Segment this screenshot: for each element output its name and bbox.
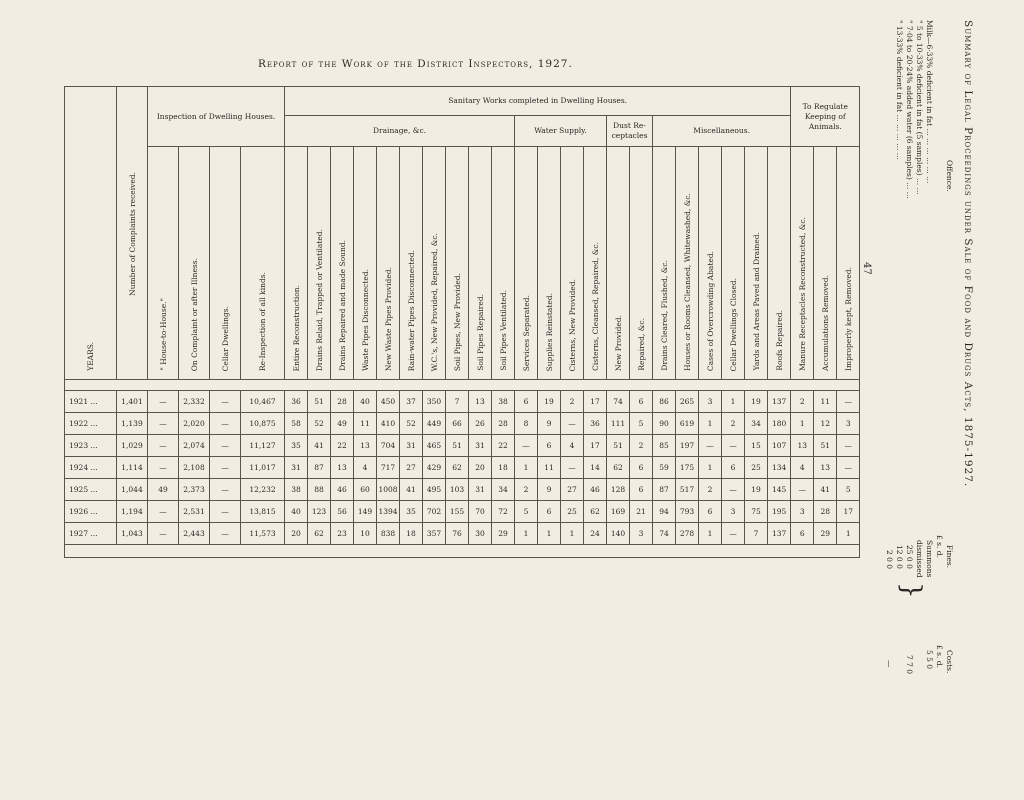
table-row [65, 435, 860, 457]
col-waste-disconnected: Waste Pipes Disconnected. [354, 147, 377, 380]
table-cell: 51 [814, 435, 837, 457]
table-cell: 51 [607, 435, 630, 457]
offence-row: Milk—6·33% deficient in fat ... ... ... ... ... ... [925, 20, 934, 184]
table-cell: — [148, 501, 179, 523]
table-cell: 197 [676, 435, 699, 457]
col-manure-receptacles: Manure Receptacles Reconstructed, &c. [791, 147, 814, 380]
table-cell: 18 [400, 523, 423, 545]
table-cell: 1,044 [117, 479, 148, 501]
table-row [65, 391, 860, 413]
table-cell: 7 [446, 391, 469, 413]
table-cell: — [210, 501, 241, 523]
inspection-group-header: Inspection of Dwelling Houses. [148, 87, 285, 147]
table-cell: 31 [285, 457, 308, 479]
table-cell: 85 [653, 435, 676, 457]
table-cell: 28 [331, 391, 354, 413]
table-cell: 19 [745, 479, 768, 501]
table-cell: 13,815 [241, 501, 285, 523]
table-cell: 838 [377, 523, 400, 545]
table-cell: 137 [768, 391, 791, 413]
offence-header: Offence. [945, 160, 954, 192]
table-cell: 449 [423, 413, 446, 435]
table-cell: 180 [768, 413, 791, 435]
table-cell: 70 [469, 501, 492, 523]
table-cell: 4 [561, 435, 584, 457]
cost-value: 7 7 0 [905, 655, 914, 675]
table-cell: 1 [515, 523, 538, 545]
table-cell: 62 [607, 457, 630, 479]
table-cell: — [210, 435, 241, 457]
table-cell: 31 [469, 479, 492, 501]
col-services-separated: Services Separated. [515, 147, 538, 380]
col-re-inspection: Re-Inspection of all kinds. [241, 147, 285, 380]
table-cell: 2 [791, 391, 814, 413]
table-cell: 1 [837, 523, 860, 545]
table-cell: 3 [791, 501, 814, 523]
table-row [65, 501, 860, 523]
table-cell: 619 [676, 413, 699, 435]
col-drains-cleared: Drains Cleared, Flushed, &c. [653, 147, 676, 380]
table-cell: 19 [538, 391, 561, 413]
table-cell: — [561, 457, 584, 479]
col-soil-ventilated: Soil Pipes Ventilated. [492, 147, 515, 380]
table-cell: 793 [676, 501, 699, 523]
col-supplies-reinstated: Supplies Reinstated. [538, 147, 561, 380]
table-cell: 90 [653, 413, 676, 435]
col-drains-relaid: Drains Relaid, Trapped or Ventilated. [308, 147, 331, 380]
table-cell: 9 [538, 479, 561, 501]
table-cell: 22 [492, 435, 515, 457]
table-cell: 62 [584, 501, 607, 523]
table-cell: 149 [354, 501, 377, 523]
year-cell: 1924 ... [65, 457, 117, 479]
table-cell: — [148, 523, 179, 545]
fine-value: dismissed [915, 540, 924, 578]
table-cell: 465 [423, 435, 446, 457]
table-cell: 6 [538, 501, 561, 523]
table-cell: 62 [446, 457, 469, 479]
col-complaints: Number of Complaints received. [117, 87, 148, 380]
col-yards-paved: Yards and Areas Paved and Drained. [745, 147, 768, 380]
table-cell: 169 [607, 501, 630, 523]
table-cell: — [210, 523, 241, 545]
year-cell: 1922 ... [65, 413, 117, 435]
table-cell: 11,573 [241, 523, 285, 545]
page-number: 47 [861, 262, 872, 275]
table-cell: 18 [492, 457, 515, 479]
table-cell: 1 [722, 391, 745, 413]
table-cell: 2 [630, 435, 653, 457]
table-cell: 46 [584, 479, 607, 501]
table-cell: 25 [745, 457, 768, 479]
table-cell: 6 [791, 523, 814, 545]
misc-group-header: Miscellaneous. [653, 116, 791, 147]
table-cell: 10,467 [241, 391, 285, 413]
table-cell: 35 [285, 435, 308, 457]
col-overcrowding: Cases of Overcrowding Abated. [699, 147, 722, 380]
col-cellar-closed: Cellar Dwellings Closed. [722, 147, 745, 380]
table-row [65, 457, 860, 479]
table-cell: 8 [515, 413, 538, 435]
cost-value: — [885, 660, 894, 668]
table-cell: 24 [584, 523, 607, 545]
table-cell: 175 [676, 457, 699, 479]
table-row [65, 523, 860, 545]
fines-header: Fines. [945, 545, 954, 569]
col-soil-new: Soil Pipes, New Provided. [446, 147, 469, 380]
table-cell: 41 [814, 479, 837, 501]
table-row [65, 413, 860, 435]
legal-proceedings-section [842, 0, 982, 800]
table-cell: 429 [423, 457, 446, 479]
fine-value: 12 0 0 [895, 545, 904, 569]
table-cell: 28 [814, 501, 837, 523]
table-cell: 123 [308, 501, 331, 523]
col-new-waste-pipes: New Waste Pipes Provided. [377, 147, 400, 380]
table-cell: 87 [653, 479, 676, 501]
legal-title: Summary of Legal Proceedings under Sale of Food and Drugs Acts, 1875-1927. [962, 20, 974, 488]
table-cell: 3 [699, 391, 722, 413]
col-dust-new: New Provided. [607, 147, 630, 380]
table-cell: 145 [768, 479, 791, 501]
table-cell: — [210, 479, 241, 501]
table-cell: 35 [400, 501, 423, 523]
table-cell: — [722, 435, 745, 457]
table-cell: 75 [745, 501, 768, 523]
table-cell: 76 [446, 523, 469, 545]
table-cell: 128 [607, 479, 630, 501]
table-cell: 2,332 [179, 391, 210, 413]
table-cell: 1 [791, 413, 814, 435]
col-rainwater-disconnected: Rain-water Pipes Disconnected. [400, 147, 423, 380]
table-cell: 11 [814, 391, 837, 413]
table-cell: 4 [354, 457, 377, 479]
col-houses-cleansed: Houses or Rooms Cleansed, Whitewashed, &c. [676, 147, 699, 380]
table-cell: 13 [814, 457, 837, 479]
table-cell: 41 [308, 435, 331, 457]
table-cell: — [837, 391, 860, 413]
table-cell: 495 [423, 479, 446, 501]
col-entire-reconstruction: Entire Reconstruction. [285, 147, 308, 380]
col-cisterns-new: Cisterns, New Provided. [561, 147, 584, 380]
table-cell: — [148, 457, 179, 479]
table-cell: — [699, 435, 722, 457]
table-cell: 6 [699, 501, 722, 523]
table-cell: — [722, 479, 745, 501]
table-cell: — [791, 479, 814, 501]
sanitary-group-header: Sanitary Works completed in Dwelling Houses. [285, 87, 791, 116]
col-dust-repaired: Repaired, &c. [630, 147, 653, 380]
table-cell: 1,043 [117, 523, 148, 545]
table-cell: 19 [745, 391, 768, 413]
table-cell: 1 [699, 413, 722, 435]
table-cell: — [722, 523, 745, 545]
dust-group-header: Dust Re- ceptacles [607, 116, 653, 147]
table-cell: 60 [354, 479, 377, 501]
table-cell: 38 [285, 479, 308, 501]
table-cell: 12,232 [241, 479, 285, 501]
table-cell: 2 [722, 413, 745, 435]
table-cell: 21 [630, 501, 653, 523]
offence-row: " 13·33% deficient in fat ... ... ... ... ... [895, 20, 904, 160]
table-cell: 1,401 [117, 391, 148, 413]
table-cell: 5 [515, 501, 538, 523]
table-cell: 107 [768, 435, 791, 457]
fine-value: Summons [925, 540, 934, 578]
table-cell: 74 [653, 523, 676, 545]
table-cell: 88 [308, 479, 331, 501]
year-cell: 1925 ... [65, 479, 117, 501]
animals-group-header: To Regulate Keeping of Animals. [791, 87, 860, 147]
table-cell: 30 [469, 523, 492, 545]
table-cell: 94 [653, 501, 676, 523]
table-cell: 4 [791, 457, 814, 479]
table-cell: 59 [653, 457, 676, 479]
table-cell: 74 [607, 391, 630, 413]
offence-row: " 7·04 to 20·24% added water (6 samples) ... ... [905, 20, 914, 199]
fine-value: 25 0 0 [905, 545, 914, 569]
table-cell: — [837, 457, 860, 479]
table-cell: 56 [331, 501, 354, 523]
table-cell: — [210, 413, 241, 435]
table-cell: 25 [561, 501, 584, 523]
table-cell: 140 [607, 523, 630, 545]
fine-value: 2 0 0 [885, 550, 894, 570]
table-cell: 2,373 [179, 479, 210, 501]
table-cell: 450 [377, 391, 400, 413]
table-cell: — [148, 391, 179, 413]
table-cell: 41 [400, 479, 423, 501]
table-cell: — [515, 435, 538, 457]
table-cell: 3 [722, 501, 745, 523]
table-cell: 1 [699, 457, 722, 479]
table-cell: 5 [630, 413, 653, 435]
table-cell: 36 [285, 391, 308, 413]
col-drains-repaired: Drains Repaired and made Sound. [331, 147, 354, 380]
table-cell: 10,875 [241, 413, 285, 435]
table-cell: 137 [768, 523, 791, 545]
table-cell: 195 [768, 501, 791, 523]
table-cell: 2,108 [179, 457, 210, 479]
table-cell: 1394 [377, 501, 400, 523]
table-cell: 14 [584, 457, 607, 479]
table-cell: 46 [331, 479, 354, 501]
table-cell: 58 [285, 413, 308, 435]
table-cell: 6 [630, 391, 653, 413]
table-cell: 86 [653, 391, 676, 413]
table-cell: 38 [492, 391, 515, 413]
table-cell: 34 [492, 479, 515, 501]
table-cell: 6 [722, 457, 745, 479]
table-cell: 1 [538, 523, 561, 545]
table-cell: 1008 [377, 479, 400, 501]
table-cell: 2,020 [179, 413, 210, 435]
table-cell: — [561, 413, 584, 435]
table-cell: 62 [308, 523, 331, 545]
table-cell: 2,074 [179, 435, 210, 457]
col-on-complaint: On Complaint or after Illness. [179, 147, 210, 380]
table-cell: 265 [676, 391, 699, 413]
table-cell: 23 [331, 523, 354, 545]
table-cell: 702 [423, 501, 446, 523]
table-cell: 2,531 [179, 501, 210, 523]
table-cell: — [837, 435, 860, 457]
table-cell: 350 [423, 391, 446, 413]
table-cell: 1 [515, 457, 538, 479]
cost-value: 5 5 0 [925, 650, 934, 670]
table-cell: 37 [400, 391, 423, 413]
table-cell: 49 [331, 413, 354, 435]
table-cell: 17 [584, 391, 607, 413]
table-cell: 6 [538, 435, 561, 457]
table-cell: 11,127 [241, 435, 285, 457]
table-cell: 9 [538, 413, 561, 435]
table-cell: 26 [469, 413, 492, 435]
table-cell: 517 [676, 479, 699, 501]
col-soil-repaired: Soil Pipes Repaired. [469, 147, 492, 380]
table-cell: — [148, 413, 179, 435]
table-cell: 40 [285, 501, 308, 523]
table-cell: 13 [791, 435, 814, 457]
table-cell: 15 [745, 435, 768, 457]
table-cell: 29 [814, 523, 837, 545]
table-cell: 36 [584, 413, 607, 435]
table-cell: 22 [331, 435, 354, 457]
table-cell: 704 [377, 435, 400, 457]
table-cell: 717 [377, 457, 400, 479]
table-cell: 10 [354, 523, 377, 545]
costs-units: £ s. d. [935, 645, 944, 668]
table-cell: 72 [492, 501, 515, 523]
table-cell: 20 [285, 523, 308, 545]
costs-header: Costs. [945, 650, 954, 674]
col-roofs-repaired: Roofs Repaired. [768, 147, 791, 380]
table-cell: 17 [584, 435, 607, 457]
table-cell: — [148, 435, 179, 457]
table-cell: 6 [630, 457, 653, 479]
table-cell: 2 [515, 479, 538, 501]
table-cell: 13 [469, 391, 492, 413]
table-cell: 11,017 [241, 457, 285, 479]
col-wcs: W.C.'s, New Provided, Repaired, &c. [423, 147, 446, 380]
table-cell: 6 [515, 391, 538, 413]
table-cell: 11 [354, 413, 377, 435]
table-cell: 20 [469, 457, 492, 479]
table-cell: 28 [492, 413, 515, 435]
col-cellar-dwellings: Cellar Dwellings. [210, 147, 241, 380]
table-cell: 11 [538, 457, 561, 479]
table-cell: 3 [837, 413, 860, 435]
table-cell: 357 [423, 523, 446, 545]
drainage-group-header: Drainage, &c. [285, 116, 515, 147]
years-header: YEARS. [65, 87, 117, 380]
col-house-to-house: " House-to-House." [148, 147, 179, 380]
table-cell: 13 [354, 435, 377, 457]
table-cell: 103 [446, 479, 469, 501]
table-cell: 1,139 [117, 413, 148, 435]
fines-units: £ s. d. [935, 535, 944, 558]
year-cell: 1926 ... [65, 501, 117, 523]
table-cell: 13 [331, 457, 354, 479]
year-cell: 1927 ... [65, 523, 117, 545]
table-cell: 87 [308, 457, 331, 479]
table-cell: 111 [607, 413, 630, 435]
table-cell: 134 [768, 457, 791, 479]
table-cell: 31 [400, 435, 423, 457]
inspectors-report-table [64, 86, 860, 558]
table-cell: 2,443 [179, 523, 210, 545]
brace-icon: } [896, 582, 926, 599]
col-improperly-kept: Improperly kept, Removed. [837, 147, 860, 380]
table-cell: 34 [745, 413, 768, 435]
table-cell: — [210, 391, 241, 413]
table-cell: 40 [354, 391, 377, 413]
table-cell: 2 [699, 479, 722, 501]
table-cell: 66 [446, 413, 469, 435]
table-cell: 1 [561, 523, 584, 545]
table-cell: 17 [837, 501, 860, 523]
table-cell: 6 [630, 479, 653, 501]
table-cell: 1,194 [117, 501, 148, 523]
table-cell: 1 [699, 523, 722, 545]
table-cell: 51 [446, 435, 469, 457]
table-cell: 155 [446, 501, 469, 523]
col-cisterns-cleansed: Cisterns, Cleansed, Repaired, &c. [584, 147, 607, 380]
table-cell: 12 [814, 413, 837, 435]
table-cell: 27 [400, 457, 423, 479]
table-cell: 1,114 [117, 457, 148, 479]
col-accumulations: Accumulations Removed. [814, 147, 837, 380]
year-cell: 1923 ... [65, 435, 117, 457]
table-cell: 3 [630, 523, 653, 545]
table-cell: 29 [492, 523, 515, 545]
offence-row: " 5 to 10·33% deficient in fat (5 samples) ... ... [915, 20, 924, 195]
table-cell: 410 [377, 413, 400, 435]
table-cell: 52 [308, 413, 331, 435]
table-cell: 31 [469, 435, 492, 457]
report-title: Report of the Work of the District Inspectors, 1927. [258, 58, 573, 70]
table-cell: 278 [676, 523, 699, 545]
table-cell: 52 [400, 413, 423, 435]
year-cell: 1921 ... [65, 391, 117, 413]
water-group-header: Water Supply. [515, 116, 607, 147]
table-cell: 1,029 [117, 435, 148, 457]
table-cell: — [210, 457, 241, 479]
table-cell: 5 [837, 479, 860, 501]
table-cell: 51 [308, 391, 331, 413]
table-row [65, 479, 860, 501]
table-cell: 49 [148, 479, 179, 501]
table-cell: 2 [561, 391, 584, 413]
table-cell: 7 [745, 523, 768, 545]
table-cell: 27 [561, 479, 584, 501]
